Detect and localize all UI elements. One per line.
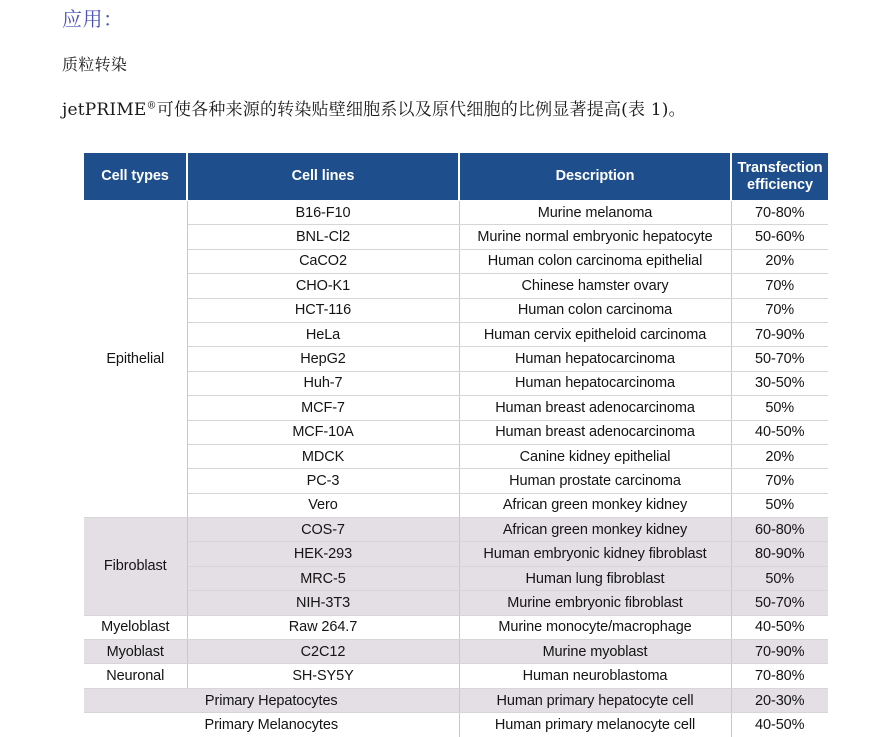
subheading: 质粒转染 xyxy=(62,55,128,74)
table-row xyxy=(84,347,828,371)
efficiency-value: 70-80% xyxy=(731,664,828,688)
cell-line-value: Raw 264.7 xyxy=(187,615,459,639)
cell-line-value: BNL-Cl2 xyxy=(187,225,459,249)
efficiency-value: 40-50% xyxy=(731,615,828,639)
table-row xyxy=(84,225,828,249)
cell-line-value: NIH-3T3 xyxy=(187,591,459,615)
table-header xyxy=(84,153,828,201)
description-value: Human hepatocarcinoma xyxy=(459,371,731,395)
description-value: Murine myoblast xyxy=(459,640,731,664)
efficiency-value: 30-50% xyxy=(731,371,828,395)
efficiency-value: 70-90% xyxy=(731,640,828,664)
efficiency-value: 70-80% xyxy=(731,201,828,225)
table-row xyxy=(84,640,828,664)
description-value: Human breast adenocarcinoma xyxy=(459,396,731,420)
description-value: Human hepatocarcinoma xyxy=(459,347,731,371)
description-value: Human colon carcinoma epithelial xyxy=(459,249,731,273)
description-value: Murine monocyte/macrophage xyxy=(459,615,731,639)
header-line-2: efficiency xyxy=(747,176,813,193)
table-row xyxy=(84,664,828,688)
cell-line-value: MCF-10A xyxy=(187,420,459,444)
column-header-cell-types: Cell types xyxy=(84,153,187,201)
description-value: African green monkey kidney xyxy=(459,493,731,517)
table-row xyxy=(84,493,828,517)
efficiency-value: 70% xyxy=(731,469,828,493)
efficiency-value: 20-30% xyxy=(731,688,828,712)
efficiency-value: 40-50% xyxy=(731,420,828,444)
description-value: Murine embryonic fibroblast xyxy=(459,591,731,615)
cell-line-value: HepG2 xyxy=(187,347,459,371)
header-line-1: Transfection xyxy=(737,159,823,176)
cell-type-group-label: Neuronal xyxy=(84,664,187,688)
cell-line-value: HCT-116 xyxy=(187,298,459,322)
description-value: Human neuroblastoma xyxy=(459,664,731,688)
table-row xyxy=(84,444,828,468)
column-header-transfection-efficiency xyxy=(731,153,828,201)
cell-line-value: MDCK xyxy=(187,444,459,468)
cell-line-value: MRC-5 xyxy=(187,566,459,590)
description-value: Human prostate carcinoma xyxy=(459,469,731,493)
table-row xyxy=(84,201,828,225)
table-row xyxy=(84,542,828,566)
column-header-cell-lines: Cell lines xyxy=(187,153,459,201)
description-value: Human cervix epitheloid carcinoma xyxy=(459,322,731,346)
paragraph-suffix: 可使各种来源的转染贴壁细胞系以及原代细胞的比例显著提高(表 1)。 xyxy=(156,100,686,120)
description-value: Murine melanoma xyxy=(459,201,731,225)
efficiency-value: 50% xyxy=(731,396,828,420)
description-value: Human embryonic kidney fibroblast xyxy=(459,542,731,566)
table-row xyxy=(84,615,828,639)
intro-section xyxy=(0,0,874,122)
description-value: Human breast adenocarcinoma xyxy=(459,420,731,444)
table-header-row xyxy=(84,153,828,201)
cell-line-table xyxy=(84,153,828,737)
table-row xyxy=(84,396,828,420)
paragraph-prefix: jetPRIME xyxy=(62,100,147,120)
page-title: 应用： xyxy=(62,7,124,31)
cell-line-value: SH-SY5Y xyxy=(187,664,459,688)
description-value: Chinese hamster ovary xyxy=(459,274,731,298)
description-value: Murine normal embryonic hepatocyte xyxy=(459,225,731,249)
cell-type-group-label: Myoblast xyxy=(84,640,187,664)
cell-type-group-label: Epithelial xyxy=(84,201,187,518)
cell-line-value: C2C12 xyxy=(187,640,459,664)
table-row xyxy=(84,322,828,346)
table-row xyxy=(84,518,828,542)
cell-line-value: CHO-K1 xyxy=(187,274,459,298)
description-value: African green monkey kidney xyxy=(459,518,731,542)
cell-line-table-container xyxy=(84,153,828,737)
description-value: Human colon carcinoma xyxy=(459,298,731,322)
cell-line-value: B16-F10 xyxy=(187,201,459,225)
column-header-description: Description xyxy=(459,153,731,201)
efficiency-value: 70% xyxy=(731,274,828,298)
efficiency-value: 50-70% xyxy=(731,347,828,371)
table-row xyxy=(84,591,828,615)
cell-line-value: CaCO2 xyxy=(187,249,459,273)
efficiency-value: 60-80% xyxy=(731,518,828,542)
cell-line-value: Vero xyxy=(187,493,459,517)
efficiency-value: 50-70% xyxy=(731,591,828,615)
efficiency-value: 50% xyxy=(731,566,828,590)
table-row xyxy=(84,274,828,298)
table-row xyxy=(84,566,828,590)
cell-type-group-label: Fibroblast xyxy=(84,518,187,616)
table-body xyxy=(84,201,828,737)
efficiency-value: 20% xyxy=(731,444,828,468)
table-row xyxy=(84,713,828,737)
primary-cell-label: Primary Hepatocytes xyxy=(84,688,459,712)
table-row xyxy=(84,469,828,493)
table-row xyxy=(84,420,828,444)
efficiency-value: 40-50% xyxy=(755,716,805,733)
cell-line-value: MCF-7 xyxy=(187,396,459,420)
efficiency-value: 50-60% xyxy=(731,225,828,249)
table-row xyxy=(84,298,828,322)
table-row xyxy=(84,249,828,273)
description-value: Human lung fibroblast xyxy=(459,566,731,590)
description-value: Human primary hepatocyte cell xyxy=(459,688,731,712)
cell-line-value: HeLa xyxy=(187,322,459,346)
efficiency-value: 70% xyxy=(731,298,828,322)
cell-type-group-label: Myeloblast xyxy=(84,615,187,639)
cell-line-value: HEK-293 xyxy=(187,542,459,566)
efficiency-value: 70-90% xyxy=(731,322,828,346)
cell-line-value: Huh-7 xyxy=(187,371,459,395)
table-row xyxy=(84,371,828,395)
cell-line-value: COS-7 xyxy=(187,518,459,542)
efficiency-value: 20% xyxy=(731,249,828,273)
description-value: Human primary melanocyte cell xyxy=(459,713,731,737)
table-row xyxy=(84,688,828,712)
registered-mark: ® xyxy=(146,100,157,112)
efficiency-value: 80-90% xyxy=(731,542,828,566)
description-value: Canine kidney epithelial xyxy=(459,444,731,468)
primary-cell-label: Primary Melanocytes xyxy=(84,713,459,737)
efficiency-value: 50% xyxy=(731,493,828,517)
intro-paragraph xyxy=(62,76,844,122)
cell-line-value: PC-3 xyxy=(187,469,459,493)
